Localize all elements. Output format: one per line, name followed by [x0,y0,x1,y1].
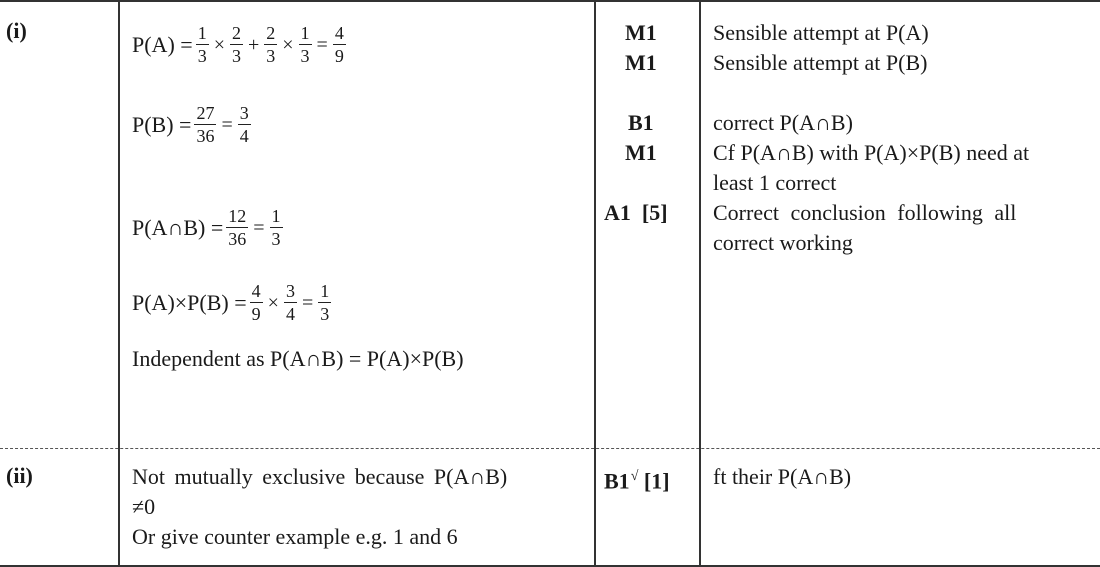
pprod-lhs: P(A)×P(B) = [132,289,247,315]
follow-through-tick-icon: √ [630,469,639,484]
guidance-ii: ft their P(A∩B) [713,464,852,489]
answer-line: Not mutually exclusive because P(A∩B) [132,464,508,489]
fraction: $\frac{12}{36}$ [228,206,247,249]
part-label-ii: (ii) [6,463,33,488]
fraction: $\frac{3}{4}$ [285,281,295,324]
guidance-line: Sensible attempt at P(B) [713,50,928,75]
mark [600,78,696,108]
answer-pprod: P(A)×P(B) = $\frac{4}{9}$ × $\frac{3}{4}$ = $\frac{1}{3}$ [132,281,330,324]
mark-total: A1 [5] [604,200,668,225]
answer-line: ≠0 [132,494,156,519]
column-divider-1 [118,0,120,567]
column-divider-3 [699,0,701,567]
fraction: $\frac{1}{3}$ [197,23,207,66]
guidance-line: Correct conclusion following all [713,200,1017,225]
answer-pb: P(B) = $\frac{27}{36}$ = $\frac{3}{4}$ [132,103,249,146]
guidance-line: least 1 correct [713,170,837,195]
mark-code: B1 [604,468,630,494]
answer-pa: P(A) = $\frac{1}{3}$ × $\frac{2}{3}$ + $\frac{2}{3}$ × $\frac{1}{3}$ = $\frac{4}{9}$ [132,23,344,66]
fraction: $\frac{1}{3}$ [320,281,330,324]
part-label-i: (i) [6,18,27,43]
mark-total: [1] [643,468,670,494]
fraction: $\frac{4}{9}$ [334,23,344,66]
fraction: $\frac{1}{3}$ [300,23,310,66]
fraction: $\frac{2}{3}$ [266,23,276,66]
pb-lhs: P(B) = [132,111,192,137]
marks-column-i [600,18,696,228]
pab-lhs: P(A∩B) = [132,214,224,240]
answer-pab: P(A∩B) = $\frac{12}{36}$ = $\frac{1}{3}$ [132,206,281,249]
mark: B1 [628,110,654,135]
guidance-line: Cf P(A∩B) with P(A)×P(B) need at [713,140,1030,165]
mark: M1 [625,140,657,165]
pa-lhs: P(A) = [132,31,193,57]
column-divider-2 [594,0,596,567]
fraction: $\frac{2}{3}$ [231,23,241,66]
fraction: $\frac{4}{9}$ [251,281,261,324]
table-top-border [0,0,1100,2]
guidance-line: Sensible attempt at P(A) [713,20,929,45]
mark [600,168,696,198]
answer-line: Or give counter example e.g. 1 and 6 [132,524,458,549]
row-separator [0,448,1100,449]
fraction: $\frac{3}{4}$ [239,103,249,146]
answer-conclusion: Independent as P(A∩B) = P(A)×P(B) [132,346,464,371]
mark: M1 [625,20,657,45]
guidance-line: correct working [713,230,853,255]
guidance-column-i [713,18,1093,258]
answer-ii [132,462,592,552]
mark-ii [604,462,670,496]
fraction: $\frac{27}{36}$ [196,103,215,146]
guidance-line: correct P(A∩B) [713,110,853,135]
guidance-line [713,78,1093,108]
mark: M1 [625,50,657,75]
fraction: $\frac{1}{3}$ [271,206,281,249]
